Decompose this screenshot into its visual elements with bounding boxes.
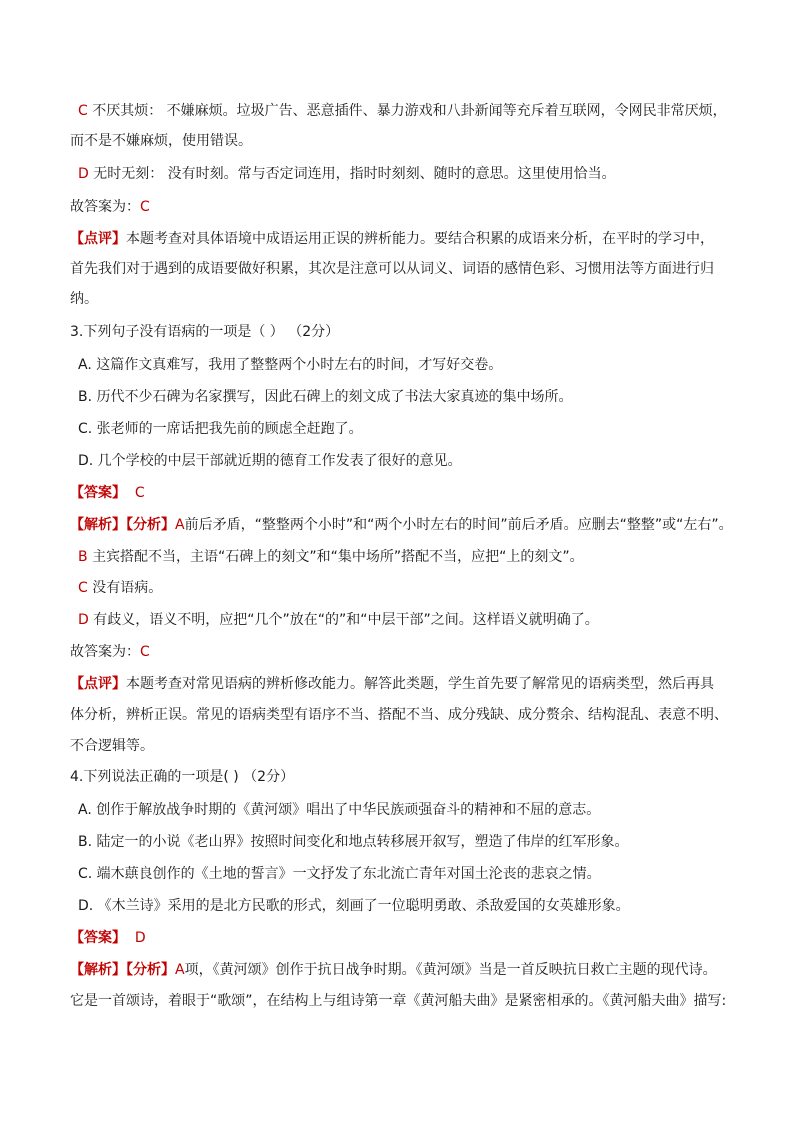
line-text: 故答案为：	[70, 644, 140, 660]
text-line	[78, 99, 794, 123]
question-option	[78, 353, 794, 377]
text-line	[78, 162, 794, 186]
line-text: 不厌其烦： 不嫌麻烦。垃圾广告、恶意插件、暴力游戏和八卦新闻等充斥着互联网，令网民非常厌烦，	[92, 103, 727, 119]
answer-line	[70, 926, 794, 950]
line-text: 本题考查对常见语病的辨析修改能力。解答此类题，学生首先要了解常见的语病类型，然后再具	[126, 676, 714, 692]
line-text: A. 创作于解放战争时期的《黄河颂》唱出了中华民族顽强奋斗的精神和不屈的意志。	[78, 802, 601, 818]
answer-value: C	[134, 485, 145, 501]
line-text: 4.下列说法正确的一项是( ) （2分）	[70, 769, 295, 785]
analysis-label: 【解析】【分析】	[70, 962, 175, 978]
line-text: D. 几个学校的中层干部就近期的德育工作发表了很好的意见。	[78, 453, 462, 469]
text-line	[70, 989, 794, 1013]
line-text: B. 陆定一的小说《老山界》按照时间变化和地点转移展开叙写，塑造了伟岸的红军形象。	[78, 834, 629, 850]
answer-label: 【答案】	[70, 485, 126, 501]
answer-line	[70, 481, 794, 505]
line-text: 它是一首颂诗，着眼于“歌颂”，在结构上与组诗第一章《黄河船夫曲》是紧密相承的。《黄河船夫曲》描写:	[70, 993, 727, 1009]
line-text: 项，《黄河颂》创作于抗日战争时期。《黄河颂》当是一首反映抗日救亡主题的现代诗。	[184, 962, 717, 978]
question-option	[78, 798, 794, 822]
line-text: 纳。	[70, 291, 98, 307]
option-letter: A	[175, 962, 185, 978]
line-text: D. 《木兰诗》采用的是北方民歌的形式，刻画了一位聪明勇敢、杀敌爱国的女英雄形象。	[78, 898, 630, 914]
line-text: 没有语病。	[92, 580, 163, 596]
line-text: C. 张老师的一席话把我先前的顾虑全赶跑了。	[78, 421, 363, 437]
analysis-line	[70, 958, 794, 982]
answer-value: C	[140, 644, 150, 660]
answer-label: 【答案】	[70, 930, 126, 946]
line-text: 有歧义，语义不明，应把“几个”放在“的”和“中层干部”之间。这样语义就明确了。	[93, 612, 599, 628]
option-letter: D	[78, 612, 89, 628]
line-text: 故答案为：	[70, 199, 140, 215]
option-letter: D	[78, 166, 89, 182]
line-text: C. 端木蕻良创作的《土地的誓言》一文抒发了东北流亡青年对国土沦丧的悲哀之情。	[78, 866, 601, 882]
text-line	[70, 129, 794, 153]
line-text: B. 历代不少石碑为名家撰写，因此石碑上的刻文成了书法大家真迹的集中场所。	[78, 389, 573, 405]
line-text: 3.下列句子没有语病的一项是（ ） （2分）	[70, 324, 340, 340]
answer-value: C	[140, 199, 150, 215]
line-text: 不合逻辑等。	[70, 738, 154, 754]
text-line	[78, 608, 794, 632]
line-text: 前后矛盾，“整整两个小时”和“两个小时左右的时间”前后矛盾。应删去“整整”或“左右”。	[184, 517, 733, 533]
question-option	[78, 449, 794, 473]
comment-label: 【点评】	[70, 676, 126, 692]
answer-value: D	[134, 930, 146, 946]
line-text: 体分析，辨析正误。常见的语病类型有语序不当、搭配不当、成分残缺、成分赘余、结构混乱、表意不明、	[70, 707, 728, 723]
analysis-line	[70, 513, 794, 537]
line-text: 主宾搭配不当，主语“石碑上的刻文”和“集中场所”搭配不当，应把“上的刻文”。	[92, 549, 584, 565]
comment-line	[70, 672, 794, 696]
line-text: 无时无刻： 没有时刻。常与否定词连用，指时时刻刻、随时的意思。这里使用恰当。	[93, 166, 616, 182]
answer-line	[70, 640, 794, 664]
text-line	[78, 576, 794, 600]
comment-line	[70, 227, 794, 251]
option-letter: B	[78, 549, 88, 565]
analysis-label: 【解析】【分析】	[70, 517, 175, 533]
question-title	[70, 765, 794, 789]
text-line	[70, 703, 794, 727]
comment-label: 【点评】	[70, 231, 126, 247]
line-text: 首先我们对于遇到的成语要做好积累，其次是注意可以从词义、词语的感情色彩、习惯用法等方面进行归	[70, 261, 714, 277]
question-option	[78, 385, 794, 409]
question-title	[70, 320, 794, 344]
option-letter: C	[78, 580, 88, 596]
line-text: 而不是不嫌麻烦，使用错误。	[70, 133, 252, 149]
line-text: 本题考查对具体语境中成语运用正误的辨析能力。要结合积累的成语来分析，在平时的学习中，	[126, 231, 714, 247]
text-line	[70, 734, 794, 758]
question-option	[78, 830, 794, 854]
question-option	[78, 417, 794, 441]
question-option	[78, 862, 794, 886]
question-option	[78, 894, 794, 918]
line-text: A. 这篇作文真难写，我用了整整两个小时左右的时间，才写好交卷。	[78, 357, 503, 373]
text-line	[70, 257, 794, 281]
option-letter: C	[78, 103, 88, 119]
answer-line	[70, 195, 794, 219]
text-line	[70, 287, 794, 311]
text-line	[78, 545, 794, 569]
option-letter: A	[175, 517, 185, 533]
